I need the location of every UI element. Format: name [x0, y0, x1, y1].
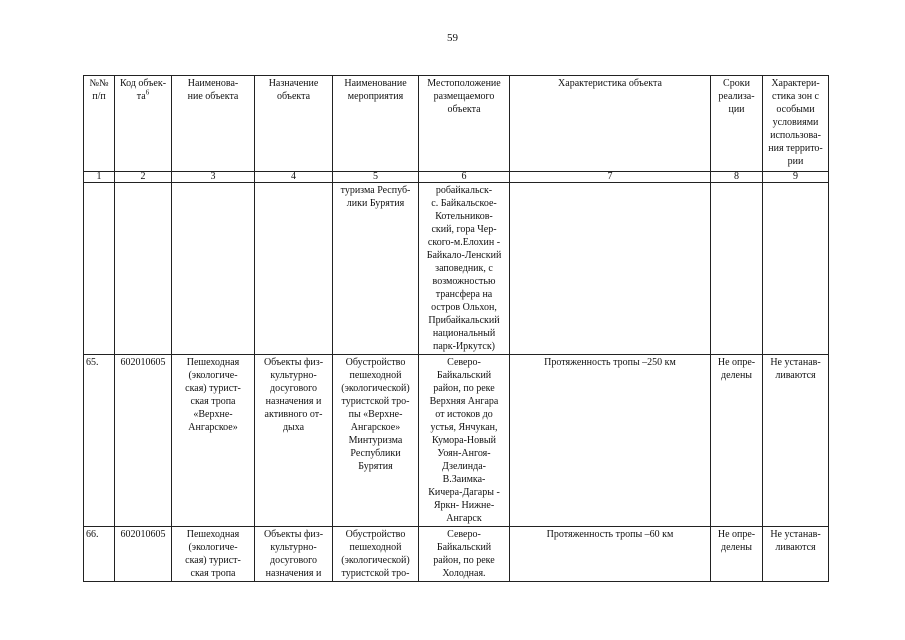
- cell-characteristic: Протяженность тропы –60 км: [510, 527, 711, 582]
- cell-name: Пешеходная (экологиче- ская) турист- ская тропа «Верхне- Ангарское»: [172, 355, 255, 527]
- column-number: 3: [172, 172, 255, 183]
- cell-characteristic: [510, 183, 711, 355]
- cell-event: туризма Респуб- лики Бурятия: [333, 183, 419, 355]
- cell-code: 602010605: [115, 527, 172, 582]
- column-number: 6: [419, 172, 510, 183]
- column-number: 5: [333, 172, 419, 183]
- header-code-text: Код объек- та: [119, 78, 167, 102]
- cell-purpose: Объекты физ- культурно- досугового назначения и активного от- дыха: [255, 355, 333, 527]
- header-purpose: Назначение объекта: [255, 76, 333, 172]
- cell-event: Обустройство пешеходной (экологической) туристской тро- пы «Верхне- Ангарское» Минтуризма Республики Бурятия: [333, 355, 419, 527]
- header-event: Наименование мероприятия: [333, 76, 419, 172]
- cell-zones: [763, 183, 829, 355]
- cell-num: 66.: [84, 527, 115, 582]
- column-number: 1: [84, 172, 115, 183]
- table-row-continuation: [84, 183, 829, 355]
- cell-purpose: Объекты физ- культурно- досугового назначения и: [255, 527, 333, 582]
- cell-term: Не опре- делены: [711, 355, 763, 527]
- header-num: №№ п/п: [84, 76, 115, 172]
- table-row-65: [84, 355, 829, 527]
- column-number-row: [84, 172, 829, 183]
- header-zones: Характери- стика зон с особыми условиями использова- ния террито- рии: [763, 76, 829, 172]
- column-number: 7: [510, 172, 711, 183]
- cell-location: Северо- Байкальский район, по реке Верхняя Ангара от истоков до устья, Янчукан, Кумора-Новый Уоян-Ангоя- Дзелинда- В.Заимка- Кичера-Дагары - Яркн- Нижне- Ангарск: [419, 355, 510, 527]
- column-number: 8: [711, 172, 763, 183]
- cell-zones: Не устанав- ливаются: [763, 355, 829, 527]
- cell-term: [711, 183, 763, 355]
- cell-event: Обустройство пешеходной (экологической) туристской тро-: [333, 527, 419, 582]
- cell-code: 602010605: [115, 355, 172, 527]
- cell-name: [172, 183, 255, 355]
- column-number: 9: [763, 172, 829, 183]
- cell-location: Северо- Байкальский район, по реке Холодная.: [419, 527, 510, 582]
- page-number: 59: [447, 32, 458, 44]
- header-location: Местоположение размещаемого объекта: [419, 76, 510, 172]
- cell-name: Пешеходная (экологиче- ская) турист- ская тропа: [172, 527, 255, 582]
- cell-code: [115, 183, 172, 355]
- cell-zones: Не устанав- ливаются: [763, 527, 829, 582]
- footnote-mark: 6: [145, 88, 150, 97]
- cell-term: Не опре- делены: [711, 527, 763, 582]
- header-characteristic: Характеристика объекта: [510, 76, 711, 172]
- column-number: 2: [115, 172, 172, 183]
- header-row: [84, 76, 829, 172]
- header-term: Сроки реализа- ции: [711, 76, 763, 172]
- header-code: [115, 76, 172, 172]
- cell-location: робайкальск- с. Байкальское- Котельников- ский, гора Чер- ского-м.Елохин - Байкало-Ленский заповедник, с возможностью трансфера на остров Ольхон, Прибайкальский национальный парк-Иркутск): [419, 183, 510, 355]
- header-name: Наименова- ние объекта: [172, 76, 255, 172]
- table-row-66: [84, 527, 829, 582]
- objects-table: [83, 75, 829, 582]
- cell-num: [84, 183, 115, 355]
- cell-characteristic: Протяженность тропы –250 км: [510, 355, 711, 527]
- cell-purpose: [255, 183, 333, 355]
- cell-num: 65.: [84, 355, 115, 527]
- column-number: 4: [255, 172, 333, 183]
